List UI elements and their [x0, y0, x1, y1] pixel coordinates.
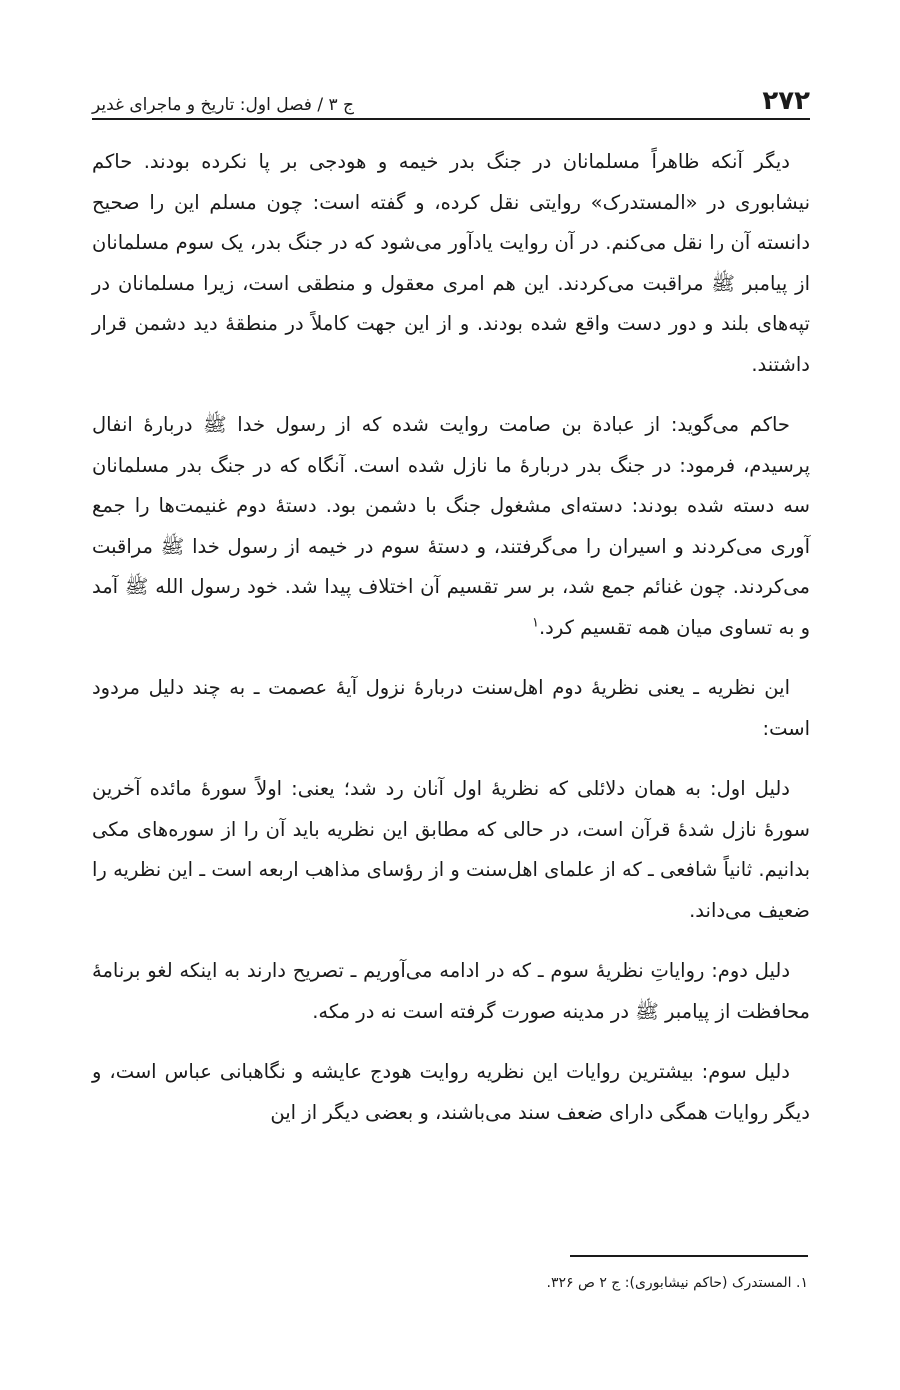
- paragraph: [92, 405, 810, 648]
- paragraph-text: حاکم می‌گوید: از عبادة بن صامت روایت شده که از رسول خدا ﷺ دربارهٔ انفال پرسیدم، فرمود: در جنگ بدر دربارهٔ ما نازل شده است. آنگاه که در جنگ بدر مسلمانان سه دسته شده بودند: دسته‌ای مشغول جنگ با دشمن بود. دستهٔ دوم غنیمت‌ها را جمع آوری می‌کردند و اسیران را می‌گرفتند، و دستهٔ سوم در خیمه از رسول خدا ﷺ مراقبت می‌کردند. چون غنائم جمع شد، بر سر تقسیم آن اختلاف پیدا شد. خود رسول الله ﷺ آمد و به تساوی میان همه تقسیم کرد.: [92, 413, 810, 639]
- body-text: [92, 142, 810, 1133]
- footnote: ۱. المستدرک (حاکم نیشابوری): ج ۲ ص ۳۲۶.: [546, 1275, 808, 1291]
- page-header: [92, 60, 810, 120]
- footnote-divider: [570, 1255, 808, 1257]
- page-number: ۲۷۲: [762, 86, 810, 116]
- paragraph: دلیل سوم: بیشترین روایات این نظریه روایت هودج عایشه و نگاهبانی عباس است، و دیگر روایات همگی دارای ضعف سند می‌باشند، و بعضی دیگر از این: [92, 1060, 810, 1124]
- paragraph: این نظریه ـ یعنی نظریهٔ دوم اهل‌سنت دربارهٔ نزول آیهٔ عصمت ـ به چند دلیل مردود است:: [92, 676, 810, 740]
- paragraph: دلیل اول: به همان دلائلی که نظریهٔ اول آنان رد شد؛ یعنی: اولاً سورهٔ مائده آخرین سورهٔ نازل شدهٔ قرآن است، در حالی که مطابق این نظریه باید آن را از سوره‌های مکی بدانیم. ثانیاً شافعی ـ که از علمای اهل‌سنت و از رؤسای مذاهب اربعه است ـ این نظریه را ضعیف می‌داند.: [92, 777, 810, 922]
- page: [92, 60, 810, 1153]
- paragraph: دیگر آنکه ظاهراً مسلمانان در جنگ بدر خیمه و هودجی بر پا نکرده بودند. حاکم نیشابوری در «المستدرک» روایتی نقل کرده، و گفته است: چون مسلم این را صحیح دانسته آن را نقل می‌کنم. در آن روایت یادآور می‌شود که در جنگ بدر، یک سوم مسلمانان از پیامبر ﷺ مراقبت می‌کردند. این هم امری معقول و منطقی است، زیرا مسلمانان در تپه‌های بلند و دور دست واقع شده بودند. و از این جهت کاملاً در منطقهٔ دید دشمن قرار داشتند.: [92, 150, 810, 376]
- paragraph: دلیل دوم: روایاتِ نظریهٔ سوم ـ که در ادامه می‌آوریم ـ تصریح دارند به اینکه لغو برنامهٔ محافظت از پیامبر ﷺ در مدینه صورت گرفته است نه در مکه.: [92, 959, 810, 1023]
- running-head: ج ۳ / فصل اول: تاریخ و ماجرای غدیر: [92, 95, 355, 115]
- footnote-reference[interactable]: ۱: [532, 615, 539, 630]
